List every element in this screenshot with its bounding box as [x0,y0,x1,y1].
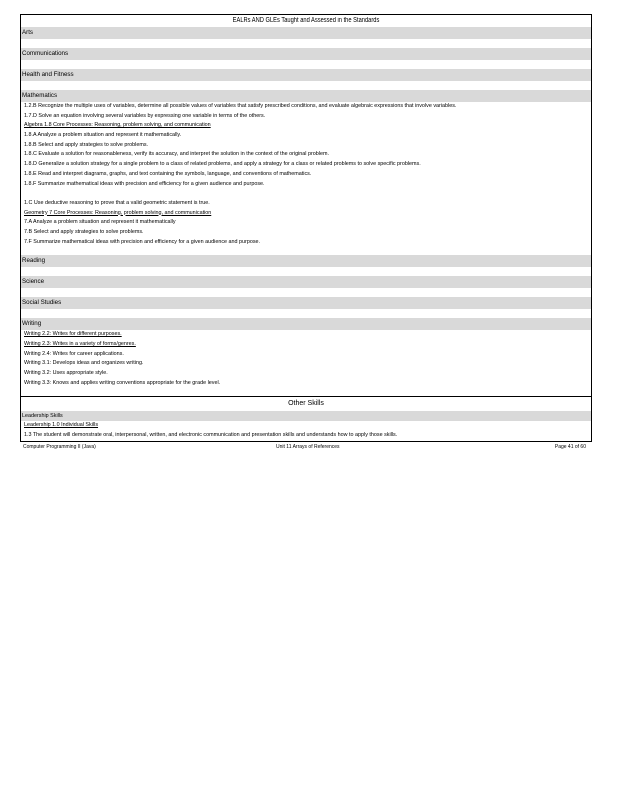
spacer [21,309,591,318]
math-subheading: Geometry 7 Core Processes: Reasoning, problem solving, and communication [24,209,212,216]
spacer [21,39,591,48]
section-mathematics: Mathematics [21,90,591,102]
other-skills-heading: Other Skills [21,396,591,411]
spacer [21,60,591,69]
table-title: EALRs AND GLEs Taught and Assessed in the Standards [232,17,380,24]
math-subheading: Algebra 1.8 Core Processes: Reasoning, problem solving, and communication [24,122,211,129]
math-line: 7.B Select and apply strategies to solve problems. [24,228,144,235]
math-line: 1.8.E Read and interpret diagrams, graphs, and text containing the symbols, language, and conventions of mathematics. [24,170,312,177]
leadership-line: 1.3 The student will demonstrate oral, interpersonal, written, and electronic communication and presentation skills and understands how to apply those skills. [24,432,398,439]
footer-page-number: Page 41 of 60 [554,443,586,450]
section-health-fitness: Health and Fitness [21,69,591,81]
math-line: 1.8.D Generalize a solution strategy for a single problem to a class of related problems, and apply a strategy for a class or related problems to solve specific problems. [24,161,421,168]
math-line: 7.F Summarize mathematical ideas with precision and efficiency for a given audience and purpose. [24,238,261,245]
spacer [21,388,591,396]
math-line: 1.7.D Solve an equation involving several variables by expressing one variable in terms of the others. [24,112,266,119]
spacer [21,267,591,276]
section-science: Science [21,276,591,288]
section-arts: Arts [21,27,591,39]
section-communications: Communications [21,48,591,60]
section-writing: Writing [21,318,591,330]
spacer [21,247,591,255]
math-line: 1.2.B Recognize the multiple uses of variables, determine all possible values of variables that satisfy prescribed conditions, and evaluate algebraic expressions that involve variables. [24,103,457,109]
writing-line: Writing 3.1: Develops ideas and organizes writing. [24,360,144,367]
math-line: 1.8.B Select and apply strategies to solve problems. [24,141,149,148]
page-footer [20,442,592,452]
spacer [21,81,591,90]
leadership-subheading: Leadership 1.0 Individual Skills [24,422,99,429]
writing-line: Writing 3.2: Uses appropriate style. [24,370,108,377]
footer-unit: Unit 11 Arrays of References [276,443,340,450]
spacer [21,288,591,297]
writing-line: Writing 2.4: Writes for career applications. [24,350,124,357]
section-leadership: Leadership Skills [21,411,591,421]
math-line: 1.C Use deductive reasoning to prove that a valid geometric statement is true. [24,199,210,206]
spacer [24,189,591,199]
math-line: 1.8.F Summarize mathematical ideas with precision and efficiency for a given audience and purpose. [24,180,265,187]
standards-page [20,14,592,452]
section-reading: Reading [21,255,591,267]
writing-line: Writing 2.3: Writes in a variety of forms/genres. [24,341,136,347]
standards-table [20,14,592,441]
math-line: 1.8.C Evaluate a solution for reasonableness, verify its accuracy, and interpret the solution in the context of the original problem. [24,151,329,158]
mathematics-content [21,102,591,247]
writing-content [21,330,591,388]
math-line: 7.A Analyze a problem situation and represent it mathematically [24,219,176,226]
footer-course: Computer Programming II (Java) [23,443,96,450]
section-social-studies: Social Studies [21,297,591,309]
writing-line: Writing 2.2: Writes for different purposes. [24,331,122,338]
writing-line: Writing 3.3: Knows and applies writing conventions appropriate for the grade level. [24,379,221,386]
leadership-content [21,421,591,440]
math-line: 1.8.A Analyze a problem situation and represent it mathematically. [24,132,182,139]
